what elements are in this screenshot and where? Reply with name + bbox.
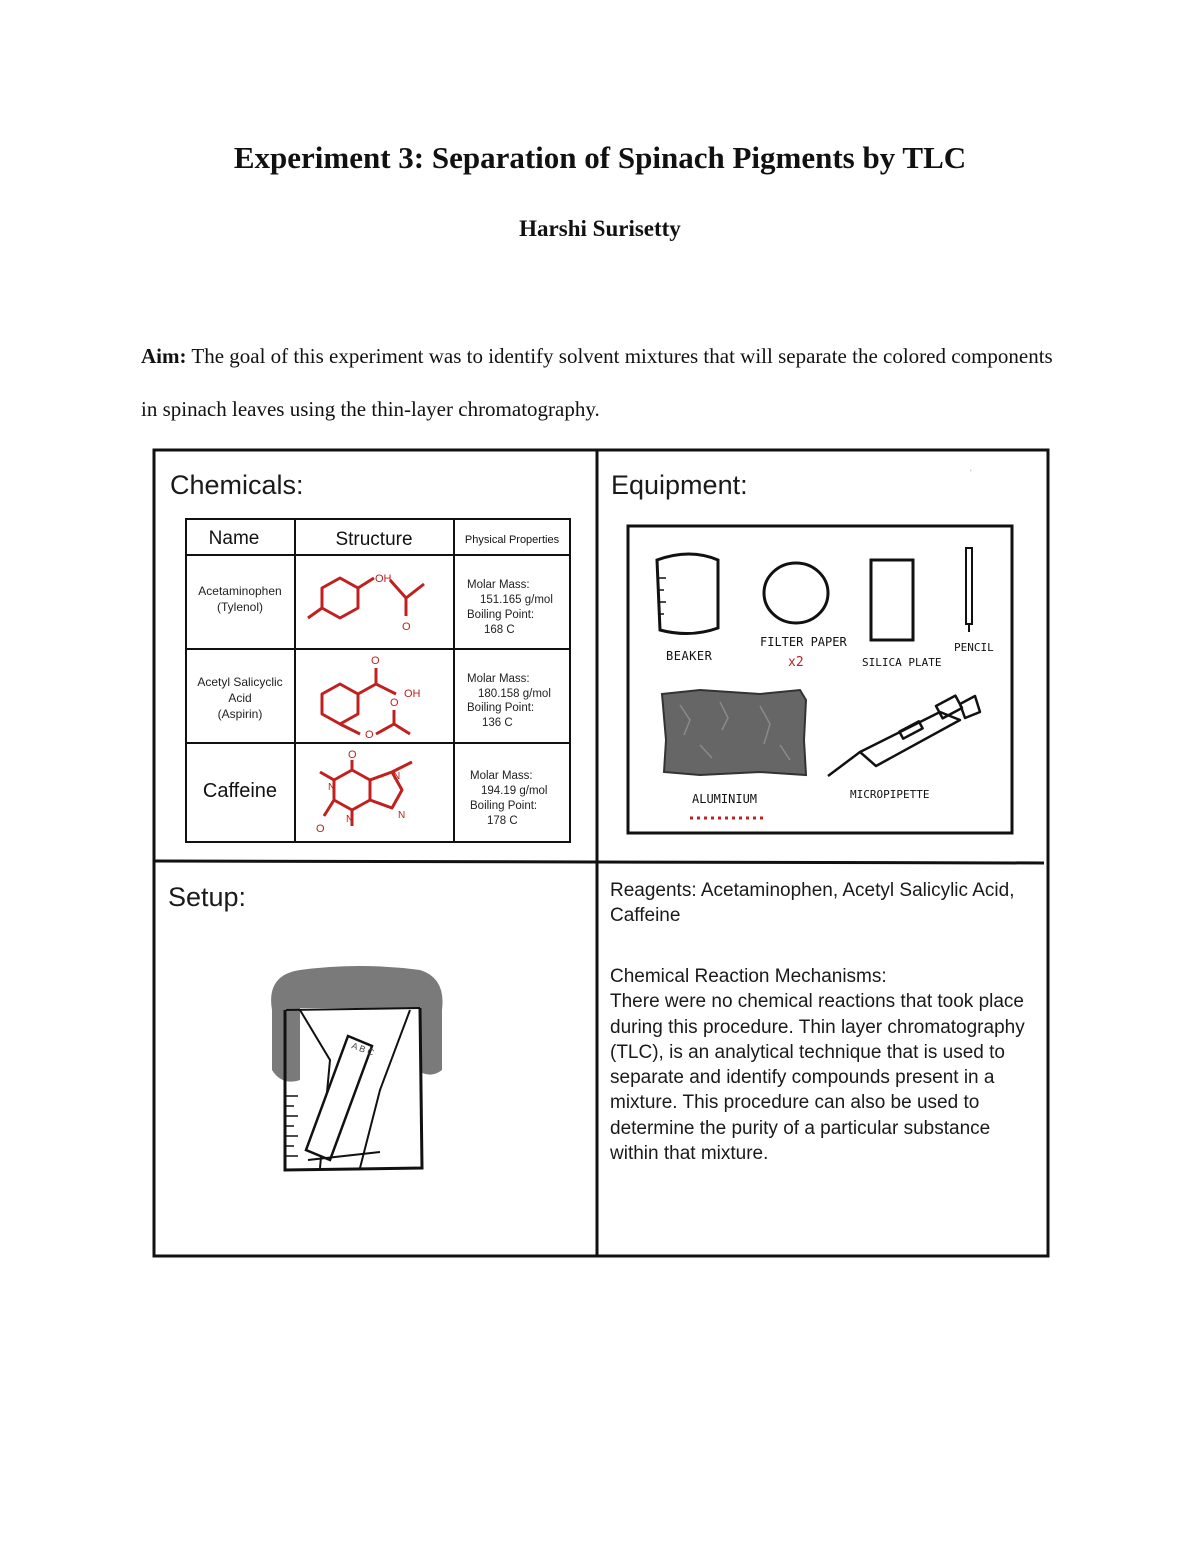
aim-label: Aim: (141, 344, 187, 368)
beaker-icon (657, 554, 718, 634)
equipment-heading: Equipment: (611, 470, 748, 500)
row2-name-line3: (Aspirin) (217, 707, 263, 721)
filter-paper-label: FILTER PAPER (760, 635, 847, 649)
aluminium-label: ALUMINIUM (692, 792, 758, 806)
setup-plate-label: A B C (350, 1040, 376, 1058)
row1-name-line2: (Tylenol) (216, 600, 264, 614)
row2-bp-label: Boiling Point: (467, 702, 535, 714)
filter-paper-icon (764, 563, 828, 623)
aspirin-o2-label: O (390, 697, 399, 709)
pencil-icon (966, 548, 972, 632)
row3-name: Caffeine (202, 780, 278, 802)
reagents-text: Reagents: Acetaminophen, Acetyl Salicylic Acid, Caffeine (610, 880, 1015, 926)
caffeine-n4-label: N (346, 814, 354, 825)
row3-bp: 178 C (487, 815, 518, 827)
aspirin-oh-label: OH (404, 688, 421, 700)
row2-mm: 180.158 g/mol (478, 688, 551, 700)
setup-heading: Setup: (168, 882, 247, 912)
acetaminophen-oh-label: OH (375, 573, 392, 585)
stray-mark: ' (970, 468, 972, 478)
silica-plate-label: SILICA PLATE (862, 656, 942, 669)
silica-plate-icon (871, 560, 913, 640)
aspirin-o1-label: O (371, 655, 380, 667)
micropipette-icon (828, 696, 980, 776)
row1-mm: 151.165 g/mol (480, 594, 553, 606)
beaker-label: BEAKER (666, 649, 713, 663)
aim-text: The goal of this experiment was to identify solvent mixtures that will separate the colored components in spinach leaves using the thin-layer chromatography. (141, 344, 1053, 421)
pencil-label: PENCIL (954, 641, 994, 654)
caffeine-o2-label: O (316, 823, 325, 835)
row1-bp-label: Boiling Point: (467, 609, 535, 621)
filter-paper-qty: x2 (788, 655, 804, 670)
row1-name-line1: Acetaminophen (198, 584, 282, 598)
acetaminophen-structure (308, 578, 424, 618)
row1-bp: 168 C (484, 624, 515, 636)
col-header-structure: Structure (335, 529, 413, 550)
row3-mm-label: Molar Mass: (470, 770, 533, 782)
caffeine-n1-label: N (393, 771, 401, 782)
mechanisms-section (610, 964, 1030, 1166)
row2-name-line1: Acetyl Salicyclic (197, 675, 283, 689)
caffeine-n2-label: N (398, 810, 406, 821)
caffeine-o1-label: O (348, 749, 357, 761)
caffeine-n3-label: N (328, 782, 336, 793)
row2-bp: 136 C (482, 717, 513, 729)
acetaminophen-o-label: O (402, 621, 411, 633)
chemicals-heading: Chemicals: (170, 470, 304, 500)
row3-mm: 194.19 g/mol (481, 785, 548, 797)
author-name: Harshi Surisetty (519, 216, 681, 241)
row2-mm-label: Molar Mass: (467, 673, 530, 685)
setup-drawing (271, 966, 442, 1170)
mechanisms-heading: Chemical Reaction Mechanisms: (610, 966, 887, 987)
row1-mm-label: Molar Mass: (467, 579, 530, 591)
mechanisms-text: There were no chemical reactions that took place during this procedure. Thin layer chromatography (TLC), is an analytical technique that is used to separate and identify compounds present in a mixture. This procedure can also be used to determine the purity of a particular substance within that mixture. (610, 991, 1025, 1165)
col-header-name: Name (208, 528, 260, 549)
aluminium-icon (662, 690, 806, 775)
aspirin-o3-label: O (365, 729, 374, 741)
row3-bp-label: Boiling Point: (470, 800, 538, 812)
col-header-properties: Physical Properties (464, 534, 560, 546)
micropipette-label: MICROPIPETTE (850, 788, 930, 801)
row2-name-line2: Acid (228, 691, 252, 705)
document-title: Experiment 3: Separation of Spinach Pigments by TLC (233, 140, 967, 175)
